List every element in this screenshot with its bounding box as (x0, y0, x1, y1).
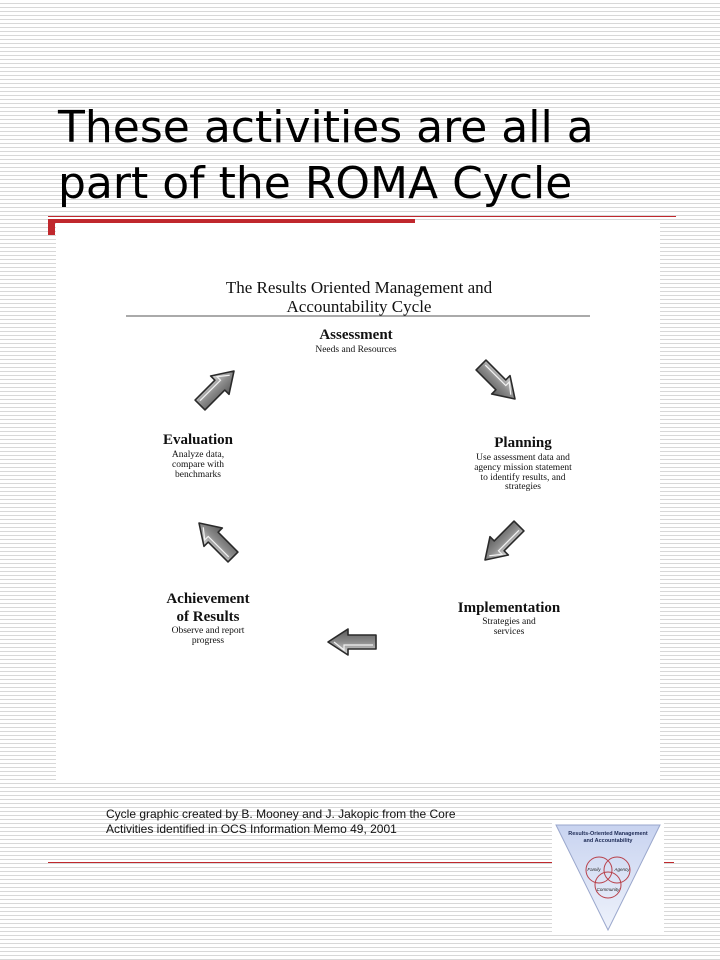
stage-evaluation-desc-line3: benchmarks (175, 470, 221, 480)
diagram-heading-line2: Accountability Cycle (286, 297, 432, 316)
caption-line2: Activities identified in OCS Information Memo 49, 2001 (106, 822, 397, 836)
roma-cycle-svg (56, 223, 660, 783)
stage-assessment-desc: Needs and Resources (315, 345, 397, 355)
logo-title-line2: and Accountability (583, 838, 633, 844)
slide-title-line2: part of the ROMA Cycle (58, 158, 573, 209)
arrow-evaluation-to-assessment-icon (191, 362, 243, 414)
arrow-assessment-to-planning-icon (472, 356, 524, 408)
stage-achievement-desc-line2: progress (191, 636, 225, 646)
roma-logo-svg (552, 822, 664, 934)
stage-planning-desc-line1: Use assessment data and (476, 453, 570, 463)
title-divider-marker (48, 223, 55, 235)
arrow-planning-to-implementation-icon (476, 517, 528, 569)
stage-assessment-title: Assessment (319, 327, 393, 343)
logo-label-community: Community (596, 887, 620, 892)
stage-achievement-title-line2: of Results (176, 609, 240, 625)
arrow-achievement-to-evaluation-icon (190, 514, 242, 566)
diagram-caption (106, 807, 526, 837)
stage-implementation-desc-line1: Strategies and (482, 617, 536, 627)
roma-cycle-diagram (56, 223, 660, 783)
stage-planning (474, 435, 572, 492)
stage-planning-title: Planning (494, 435, 552, 451)
slide-title (58, 100, 678, 212)
logo-label-agency: Agency (614, 867, 630, 872)
stage-achievement-desc-line1: Observe and report (171, 626, 245, 636)
slide-title-line1: These activities are all a (58, 102, 594, 153)
stage-evaluation-title: Evaluation (162, 432, 234, 448)
stage-evaluation-desc-line1: Analyze data, (171, 450, 225, 460)
stage-assessment (315, 327, 397, 355)
stage-planning-desc-line4: strategies (505, 482, 541, 492)
stage-implementation (458, 600, 561, 637)
stage-achievement (166, 591, 249, 646)
stage-implementation-desc-line2: services (493, 627, 525, 637)
logo-title-line1: Results-Oriented Management (568, 831, 648, 837)
stage-evaluation (163, 432, 234, 480)
caption-line1: Cycle graphic created by B. Mooney and J. Jakopic from the Core (106, 807, 456, 821)
stage-planning-desc-line3: to identify results, and (480, 473, 566, 483)
stage-implementation-title: Implementation (457, 600, 561, 616)
stage-achievement-title-line1: Achievement (166, 591, 250, 607)
logo-label-family: Family (587, 867, 601, 872)
diagram-heading-line1: The Results Oriented Management and (225, 278, 493, 297)
stage-evaluation-desc-line2: compare with (172, 460, 224, 470)
stage-planning-desc-line2: agency mission statement (474, 463, 572, 473)
arrow-implementation-to-achievement-icon (328, 629, 376, 655)
title-divider-thin (48, 216, 676, 217)
roma-logo (552, 822, 664, 934)
